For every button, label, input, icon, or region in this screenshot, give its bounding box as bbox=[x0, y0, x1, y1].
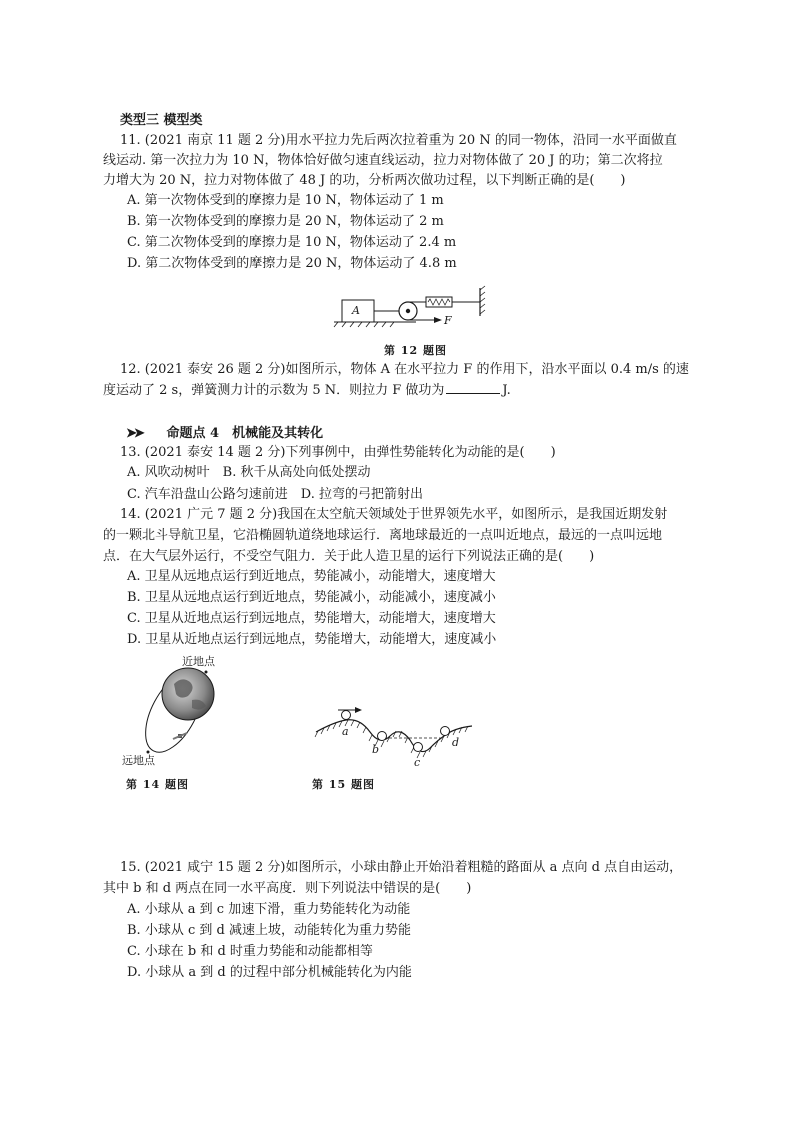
q12-stem-line-1: 12. (2021 泰安 26 题 2 分)如图所示，物体 A 在水平拉力 F 的作用下，沿水平面以 0.4 m/s 的速 bbox=[120, 362, 689, 377]
q14-option-a[interactable]: A. 卫星从远地点运行到近地点，势能减小，动能增大，速度增大 bbox=[127, 569, 496, 584]
q15-option-b[interactable]: B. 小球从 c 到 d 减速上坡，动能转化为重力势能 bbox=[127, 923, 411, 938]
section-heading: 类型三 模型类 bbox=[120, 113, 203, 128]
q12-line2-text: 度运动了 2 s，弹簧测力计的示数为 5 N．则拉力 F 做功为 bbox=[103, 383, 445, 398]
q15-option-a[interactable]: A. 小球从 a 到 c 加速下滑，重力势能转化为动能 bbox=[127, 902, 411, 917]
fig15-point-d: d bbox=[452, 736, 460, 749]
q13-stem: 13. (2021 泰安 14 题 2 分)下列事例中，由弹性势能转化为动能的是( ) bbox=[120, 445, 556, 460]
double-arrow-icon: ➤➤ bbox=[126, 426, 142, 441]
q11-stem-line-1: 11. (2021 南京 11 题 2 分)用水平拉力先后两次拉着重为 20 N 的同一物体，沿同一水平面做直 bbox=[120, 133, 677, 148]
q14-stem-line-1: 14. (2021 广元 7 题 2 分)我国在太空航天领域处于世界领先水平，如图所示，是我国近期发射 bbox=[120, 507, 668, 522]
fig15-point-c: c bbox=[414, 756, 421, 769]
q14-option-c[interactable]: C. 卫星从近地点运行到远地点，势能增大，动能增大，速度增大 bbox=[127, 611, 496, 626]
fig15-point-b: b bbox=[372, 743, 380, 756]
q11-option-a[interactable]: A. 第一次物体受到的摩擦力是 10 N，物体运动了 1 m bbox=[127, 193, 444, 208]
q15-stem-line-2: 其中 b 和 d 两点在同一水平高度．则下列说法中错误的是( ) bbox=[103, 881, 472, 896]
q11-option-d[interactable]: D. 第二次物体受到的摩擦力是 20 N，物体运动了 4.8 m bbox=[127, 256, 457, 271]
topic-4-title: 命题点 4 机械能及其转化 bbox=[166, 426, 324, 441]
topic-4-heading bbox=[126, 425, 323, 443]
q11-stem-line-2: 线运动. 第一次拉力为 10 N，物体恰好做匀速直线运动，拉力对物体做了 20 J 的功；第二次将拉 bbox=[103, 153, 663, 168]
fig12-caption: 第 12 题图 bbox=[384, 344, 447, 357]
fig15-point-a: a bbox=[342, 725, 349, 738]
fig14-near-label: 近地点 bbox=[182, 655, 215, 668]
q11-option-b[interactable]: B. 第一次物体受到的摩擦力是 20 N，物体运动了 2 m bbox=[127, 214, 444, 229]
fig12-force-label: F bbox=[444, 314, 452, 327]
figure-14-diagram bbox=[136, 666, 226, 758]
q12-answer-blank[interactable] bbox=[446, 381, 500, 394]
q14-stem-line-3: 点．在大气层外运行，不受空气阻力．关于此人造卫星的运行下列说法正确的是( ) bbox=[103, 549, 595, 564]
q12-line2-unit: J. bbox=[502, 383, 511, 398]
q14-stem-line-2: 的一颗北斗导航卫星，它沿椭圆轨道绕地球运行．离地球最近的一点叫近地点，最远的一点叫远地 bbox=[103, 528, 663, 543]
q11-stem-line-3: 力增大为 20 N，拉力对物体做了 48 J 的功，分析两次做功过程，以下判断正确的是( ) bbox=[103, 173, 626, 188]
q14-option-b[interactable]: B. 卫星从远地点运行到近地点，势能减小，动能减小，速度减小 bbox=[127, 590, 496, 605]
fig14-caption: 第 14 题图 bbox=[126, 778, 189, 791]
fig12-block-label: A bbox=[352, 304, 360, 317]
q11-option-c[interactable]: C. 第二次物体受到的摩擦力是 10 N，物体运动了 2.4 m bbox=[127, 235, 457, 250]
q13-options-row-2[interactable]: C. 汽车沿盘山公路匀速前进 D. 拉弯的弓把箭射出 bbox=[127, 487, 423, 502]
q12-stem-line-2 bbox=[103, 381, 511, 400]
q14-option-d[interactable]: D. 卫星从近地点运行到远地点，势能增大，动能增大，速度减小 bbox=[127, 632, 497, 647]
q15-option-c[interactable]: C. 小球在 b 和 d 时重力势能和动能都相等 bbox=[127, 944, 373, 959]
fig15-caption: 第 15 题图 bbox=[312, 778, 375, 791]
q15-option-d[interactable]: D. 小球从 a 到 d 的过程中部分机械能转化为内能 bbox=[127, 965, 412, 980]
fig14-far-label: 远地点 bbox=[122, 754, 155, 767]
q13-options-row-1[interactable]: A. 风吹动树叶 B. 秋千从高处向低处摆动 bbox=[127, 465, 371, 480]
q15-stem-line-1: 15. (2021 咸宁 15 题 2 分)如图所示，小球由静止开始沿着粗糙的路面从 a 点向 d 点自由运动， bbox=[120, 860, 683, 875]
